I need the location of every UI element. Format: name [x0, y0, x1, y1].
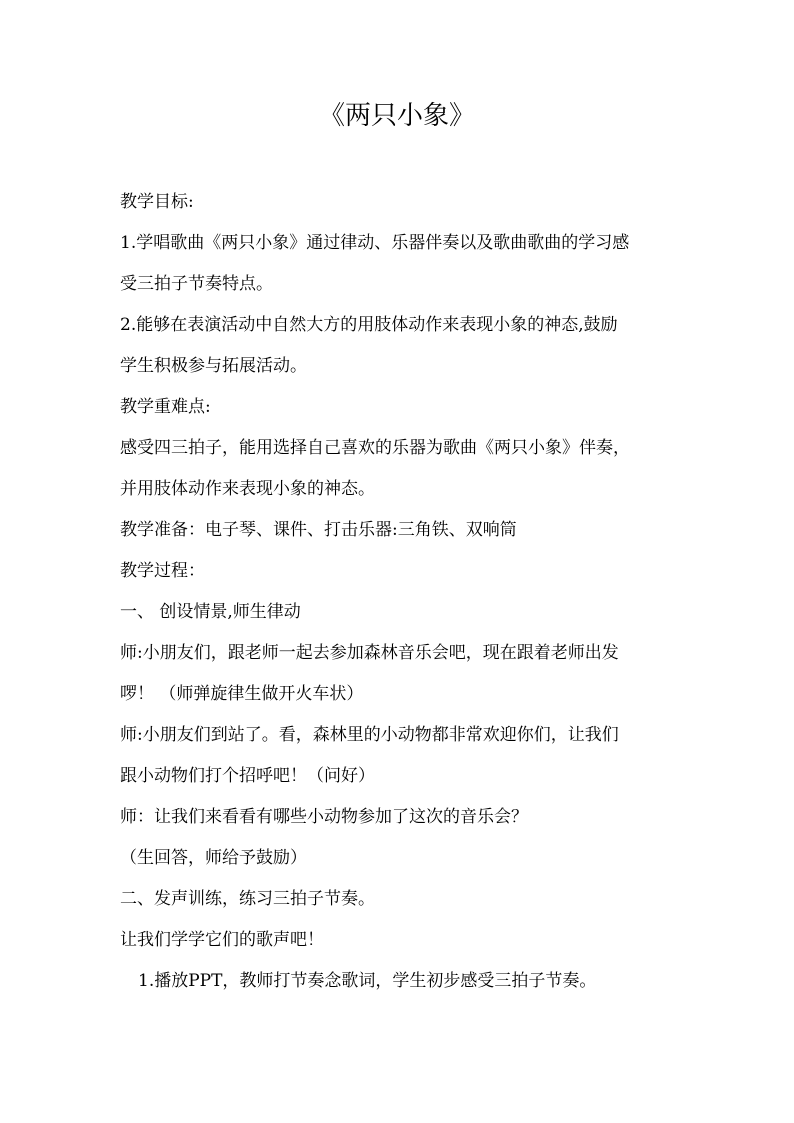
list-item: 1.播放PPT，教师打节奏念歌词，学生初步感受三拍子节奏。: [138, 971, 597, 991]
paragraph-line: 啰！ （师弹旋律生做开火车状）: [120, 684, 364, 704]
document-body: [120, 182, 680, 1002]
step-heading-2: 二、发声训练，练习三拍子节奏。: [120, 889, 375, 909]
paragraph-line: 受三拍子节奏特点。: [120, 274, 273, 294]
section-heading-key-points: 教学重难点:: [120, 397, 211, 417]
step-heading-1: 一、 创设情景,师生律动: [120, 602, 301, 622]
section-heading-process: 教学过程：: [120, 561, 205, 581]
paragraph-line: 师:小朋友们到站了。看，森林里的小动物都非常欢迎你们，让我们: [120, 725, 619, 745]
paragraph-line: 师：让我们来看看有哪些小动物参加了这次的音乐会？: [120, 807, 528, 827]
section-heading-objectives: 教学目标:: [120, 192, 194, 212]
section-heading-preparation: 教学准备：电子琴、课件、打击乐器:三角铁、双响筒: [120, 520, 517, 540]
document-title: 《两只小象》: [318, 101, 475, 131]
paragraph-line: 2.能够在表演活动中自然大方的用肢体动作来表现小象的神态,鼓励: [120, 315, 618, 335]
paragraph-line: 跟小动物们打个招呼吧！（问好）: [120, 766, 375, 786]
paragraph-line: 1.学唱歌曲《两只小象》通过律动、乐器伴奏以及歌曲歌曲的学习感: [120, 233, 630, 253]
paragraph-line: 并用肢体动作来表现小象的神态。: [120, 479, 375, 499]
paragraph-line: （生回答，师给予鼓励）: [120, 848, 307, 868]
paragraph-line: 让我们学学它们的歌声吧！: [120, 930, 324, 950]
paragraph-line: 学生积极参与拓展活动。: [120, 356, 307, 376]
paragraph-line: 感受四三拍子，能用选择自己喜欢的乐器为歌曲《两只小象》伴奏，: [120, 438, 630, 458]
paragraph-line: 师:小朋友们，跟老师一起去参加森林音乐会吧，现在跟着老师出发: [120, 643, 619, 663]
